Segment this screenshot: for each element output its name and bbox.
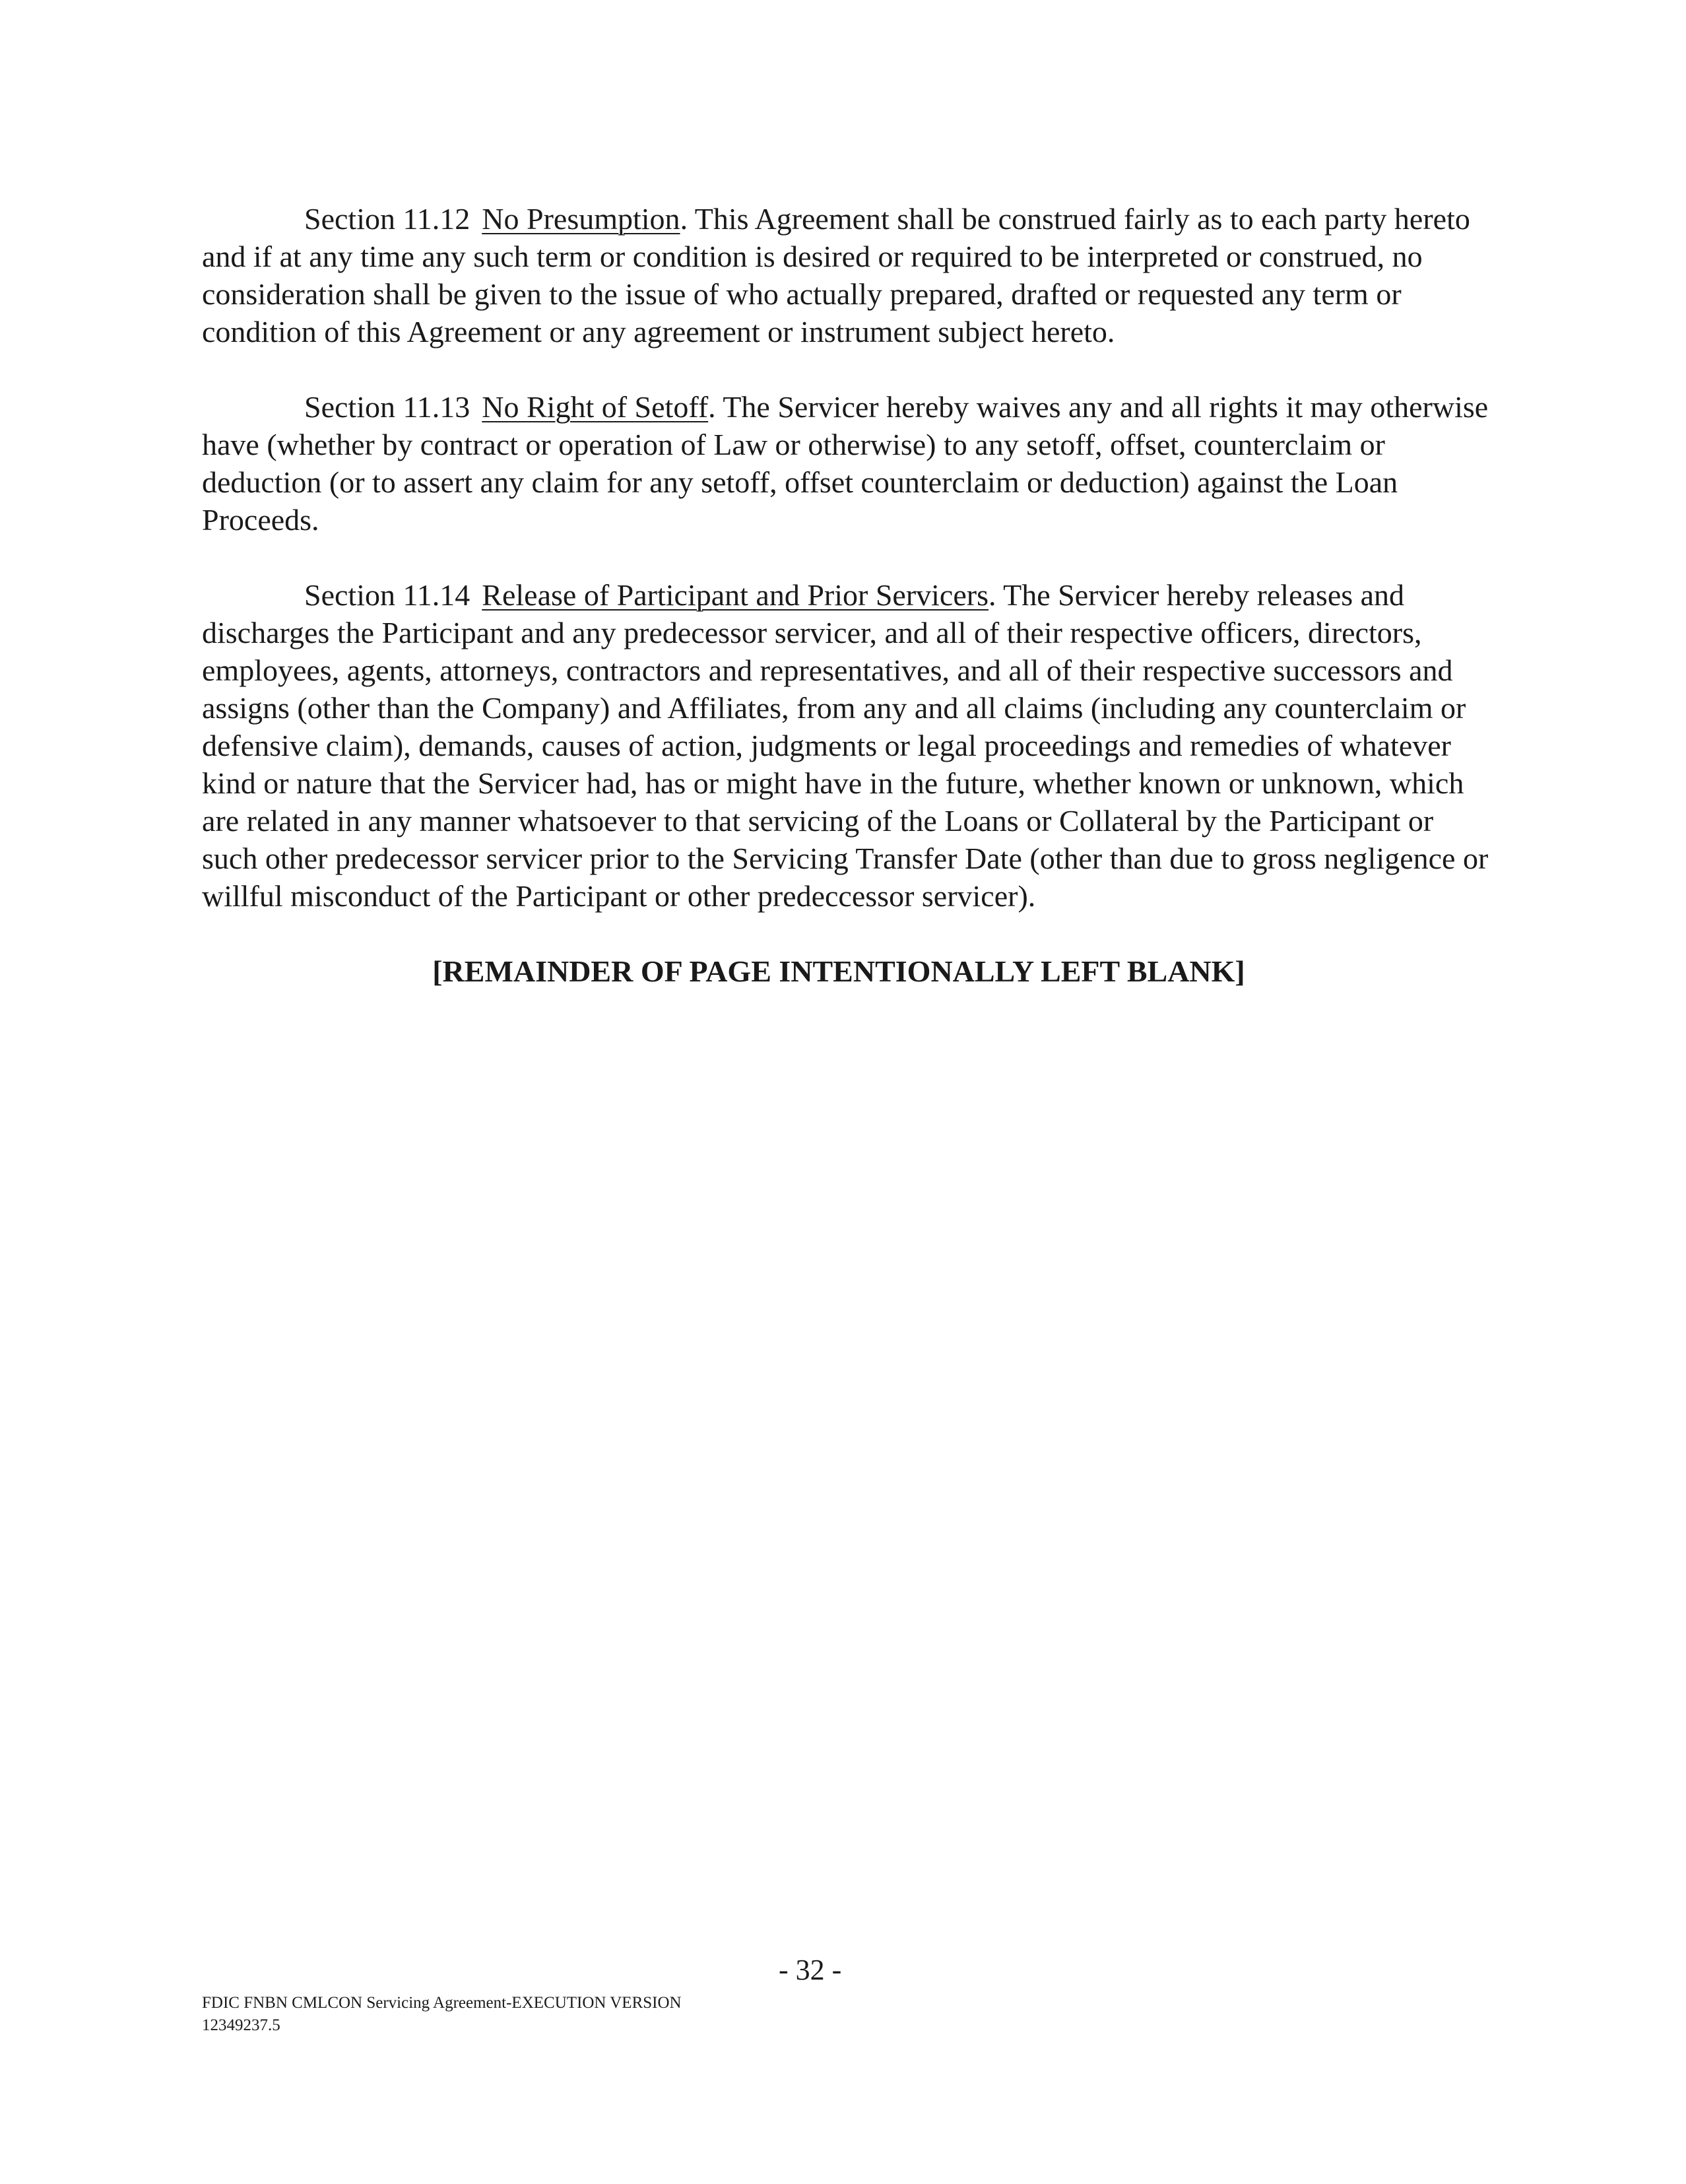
page-number: - 32 - — [779, 1954, 842, 1986]
section-11-14 — [202, 576, 1495, 915]
section-number: Section 11.12 — [304, 202, 470, 236]
remainder-notice: [REMAINDER OF PAGE INTENTIONALLY LEFT BLANK] — [432, 954, 1245, 988]
section-11-12 — [202, 200, 1495, 350]
section-caption: No Right of Setoff — [482, 390, 709, 424]
document-footer — [202, 1992, 682, 2037]
footer-document-title: FDIC FNBN CMLCON Servicing Agreement-EXECUTION VERSION — [202, 1994, 682, 2012]
section-number: Section 11.14 — [304, 578, 470, 612]
section-text: . The Servicer hereby waives any and all rights it may otherwise have (whether by contract or operation of Law or otherwise) to any setoff, offset, counterclaim or deduction (or to assert any claim for any setoff, offset counterclaim or deduction) against the Loan Proceeds. — [202, 390, 1489, 537]
document-body — [202, 200, 1495, 990]
section-caption: Release of Participant and Prior Servicers — [482, 578, 989, 612]
section-11-13 — [202, 388, 1495, 539]
section-text: . This Agreement shall be construed fairly as to each party hereto and if at any time any such term or condition is desired or required to be interpreted or construed, no consideration shall be given to the issue of who actually prepared, drafted or requested any term or condition of this Agreement or any agreement or instrument subject hereto. — [202, 202, 1470, 348]
footer-document-id: 12349237.5 — [202, 2016, 280, 2034]
section-caption: No Presumption — [482, 202, 680, 236]
section-text: . The Servicer hereby releases and discharges the Participant and any predecessor servicer, and all of their respective officers, directors, employees, agents, attorneys, contractors and representatives, and all of their respective successors and assigns (other than the Company) and Affiliates, from any and all claims (including any counterclaim or defensive claim), demands, causes of action, judgments or legal proceedings and remedies of whatever kind or nature that the Servicer had, has or might have in the future, whether known or unknown, which are related in any manner whatsoever to that servicing of the Loans or Collateral by the Participant or such other predecessor servicer prior to the Servicing Transfer Date (other than due to gross negligence or willful misconduct of the Participant or other predeccessor servicer). — [202, 578, 1489, 913]
section-number: Section 11.13 — [304, 390, 470, 424]
